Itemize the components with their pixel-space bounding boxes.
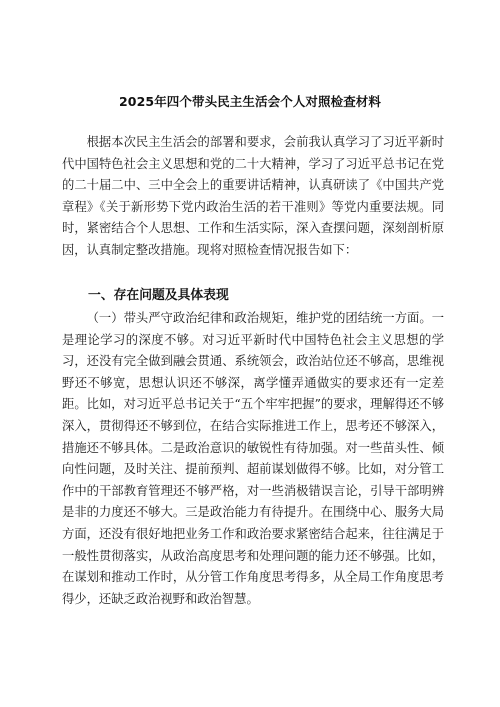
intro-paragraph: 根据本次民主生活会的部署和要求，会前我认真学习了习近平新时代中国特色社会主义思想和党的二十大精神，学习了习近平总书记在党的二十届二中、三中全会上的重要讲话精神，认真研读了《中国共产党章程》《关于新形势下党内政治生活的若干准则》等党内重要法规。同时，紧密结合个人思想、工作和生活实际，深入查摆问题，深刻剖析原因，认真制定整改措施。现将对照检查情况报告如下： xyxy=(62,135,444,257)
section-paragraph-political-discipline: （一）带头严守政治纪律和政治规矩，维护党的团结统一方面。一是理论学习的深度不够。对习近平新时代中国特色社会主义思想的学习，还没有完全做到融会贯通、系统领会，政治站位还不够高，思维视野还不够宽，思想认识还不够深，离学懂弄通做实的要求还有一定差距。比如，对习近平总书记关于“五个牢牢把握”的要求，理解得还不够深入，贯彻得还不够到位，在结合实际推进工作上，思考还不够深入，措施还不够具体。二是政治意识的敏锐性有待加强。对一些苗头性、倾向性问题，及时关注、提前预判、超前谋划做得不够。比如，对分管工作中的干部教育管理还不够严格，对一些消极错误言论，引导干部明辨是非的力度还不够大。三是政治能力有待提升。在围绕中心、服务大局方面，还没有很好地把业务工作和政治要求紧密结合起来，往往满足于一般性贯彻落实，从政治高度思考和处理问题的能力还不够强。比如，在谋划和推动工作时，从分管工作角度思考得多，从全局工作角度思考得少，还缺乏政治视野和政治智慧。 xyxy=(62,311,444,606)
section-heading-problems: 一、存在问题及具体表现 xyxy=(88,288,229,303)
document-title: 2025年四个带头民主生活会个人对照检查材料 xyxy=(119,94,381,109)
